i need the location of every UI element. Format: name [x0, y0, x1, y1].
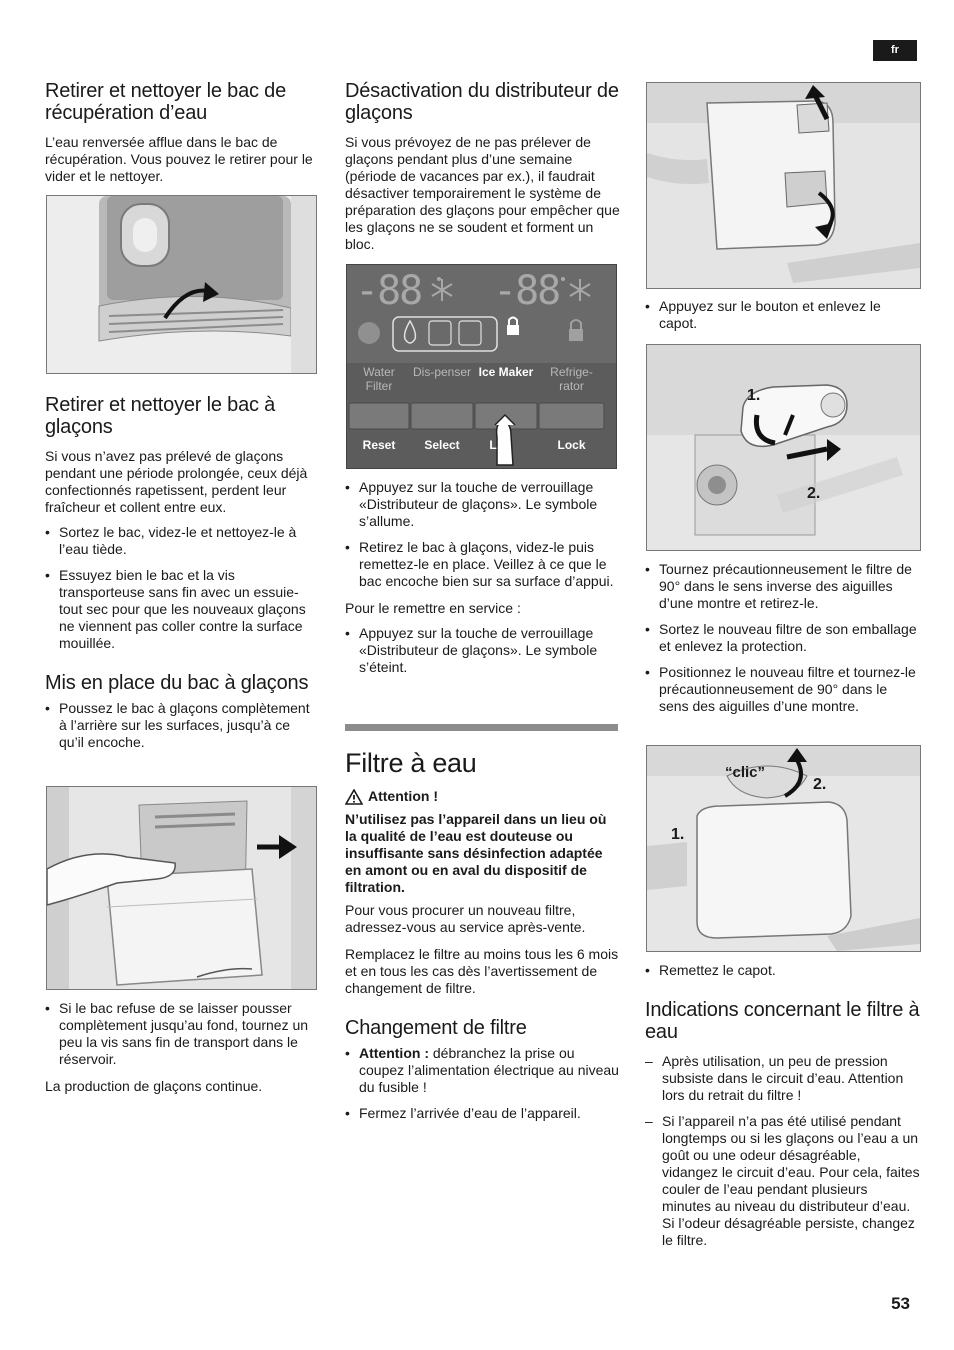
heading-ice-bin-install: Mis en place du bac à glaçons	[45, 672, 309, 694]
list-item: • Sortez le nouveau filtre de son emballage et enlevez la protection.	[645, 621, 920, 655]
clic-label: “clic”	[725, 764, 766, 781]
page-number: 53	[891, 1294, 910, 1313]
list-item: • Retirez le bac à glaçons, videz-le puis remettez-le en place. Veillez à ce que le bac encoche bien sur sa surface d’appui.	[345, 539, 620, 590]
list-item	[345, 1045, 620, 1096]
attention-label	[345, 788, 620, 805]
list-item: • Positionnez le nouveau filtre et tournez-le précautionneusement de 90° dans le sens des aiguilles d’une montre.	[645, 664, 920, 715]
section-dispenser-steps	[345, 479, 620, 676]
section-cover-step	[645, 298, 920, 332]
section-ice-bin-note	[45, 1000, 317, 1095]
list-filter-indications	[645, 1053, 920, 1249]
attention-warning: N’utilisez pas l’appareil dans un lieu où la qualité de l’eau est douteuse ou insuffisante sans désinfection adaptée en amont ou en aval du dispositif de filtration.	[345, 811, 607, 895]
list-item: • Appuyez sur la touche de verrouillage «Distributeur de glaçons». Le symbole s’éteint.	[345, 625, 620, 676]
step-label-2: 2.	[807, 485, 821, 502]
list-ice-bin-install	[45, 700, 317, 751]
section-drip-tray	[45, 80, 317, 185]
section-ice-bin-install	[45, 672, 317, 751]
paragraph-drip-tray: L’eau renversée afflue dans le bac de récupération. Vous pouvez le retirer pour le vider et le nettoyer.	[45, 134, 313, 184]
figure-ice-bin-install	[46, 786, 317, 990]
lock-button[interactable]: Lock	[557, 438, 586, 452]
section-replace-cover	[645, 962, 920, 1249]
insert-filter-illustration	[647, 746, 920, 951]
label-dispenser: Dis-penser	[412, 365, 472, 379]
heading-ice-bin-clean: Retirer et nettoyer le bac à glaçons	[45, 394, 276, 438]
lock-ice-button[interactable]: L	[489, 438, 497, 452]
list-item: • Appuyez sur la touche de verrouillage «Distributeur de glaçons». Le symbole s’allume.	[345, 479, 620, 530]
list-item: • Appuyez sur le bouton et enlevez le capot.	[645, 298, 920, 332]
list-filter-steps	[645, 561, 920, 715]
list-item: • Sortez le bac, videz-le et nettoyez-le à l’eau tiède.	[45, 524, 317, 558]
paragraph-restart: Pour le remettre en service :	[345, 600, 521, 616]
control-panel-figure	[346, 264, 617, 469]
list-replace-cover	[645, 962, 920, 979]
step-label-2: 2.	[813, 776, 827, 793]
list-cover-step	[645, 298, 920, 332]
heading-filter-indications: Indications concernant le filtre à eau	[645, 999, 920, 1043]
attention-text-label: Attention !	[368, 788, 438, 804]
temperature-display-right: -88	[493, 268, 560, 314]
heading-change-filter: Changement de filtre	[345, 1017, 527, 1039]
reset-button[interactable]: Reset	[362, 438, 396, 452]
list-ice-bin-note	[45, 1000, 317, 1068]
section-filter-steps	[645, 561, 920, 715]
list-change-filter	[345, 1045, 620, 1122]
paragraph-replace-filter: Remplacez le filtre au moins tous les 6 mois et en tous les cas dès l’avertissement de changement de filtre.	[345, 946, 619, 996]
figure-remove-filter	[646, 344, 921, 551]
list-item: • Essuyez bien le bac et la vis transporteuse sans fin avec un essuie-tout sec pour que les nouveaux glaçons ne viennent pas coller contre la surface mouillée.	[45, 567, 317, 652]
list-item: • Fermez l’arrivée d’eau de l’appareil.	[345, 1105, 620, 1122]
list-ice-bin-clean	[45, 524, 317, 652]
figure-drip-tray	[46, 195, 317, 374]
list-restart	[345, 625, 620, 676]
paragraph-new-filter: Pour vous procurer un nouveau filtre, adressez-vous au service après-vente.	[345, 902, 586, 935]
step-label-1: 1.	[671, 826, 685, 843]
section-ice-bin-clean	[45, 394, 317, 652]
step-label-1: 1.	[747, 387, 761, 404]
lock-icon	[507, 325, 519, 335]
list-dispenser-steps	[345, 479, 620, 590]
list-item: • Poussez le bac à glaçons complètement à l’arrière sur les surfaces, jusqu’à ce qu’il encoche.	[45, 700, 317, 751]
list-item: • Si le bac refuse de se laisser pousser complètement jusqu’au fond, tournez un peu la vis sans fin de transport dans le réservoir.	[45, 1000, 317, 1068]
label-ice-maker: Ice Maker	[478, 365, 534, 379]
language-badge: fr	[873, 40, 917, 61]
figure-insert-filter	[646, 745, 921, 952]
list-item: • Remettez le capot.	[645, 962, 920, 979]
list-item: – Si l’appareil n’a pas été utilisé pendant longtemps ou si les glaçons ou l’eau a un goût ou une odeur désagréable, vidangez le circuit d’eau. Pour cela, faites couler de l’eau pendant plusieurs minutes au niveau du distributeur d’eau. Si l’odeur désagréable persiste, changez le filtre.	[645, 1113, 920, 1249]
paragraph-dispenser-deactivation: Si vous prévoyez de ne pas prélever de glaçons pendant plus d’une semaine (période de vacances par ex.), il faudrait désactiver temporairement le système de préparation des glaçons pour empêcher que les glaçons ne se soudent et forment un bloc.	[345, 134, 620, 252]
paragraph-ice-production: La production de glaçons continue.	[45, 1078, 263, 1094]
label-water-filter: Water Filter	[363, 365, 395, 393]
attention-inline-text: débranchez la prise ou coupez l’alimentation électrique au niveau du fusible !	[359, 1045, 619, 1095]
figure-remove-cover	[646, 82, 921, 289]
temperature-display-left: -88	[355, 268, 422, 314]
list-item: – Après utilisation, un peu de pression subsiste dans le circuit d’eau. Attention lors du retrait du filtre !	[645, 1053, 920, 1104]
warning-icon	[345, 789, 363, 805]
label-refrigerator: Refrige-rator	[550, 365, 593, 393]
select-button[interactable]: Select	[424, 438, 460, 452]
heading-drip-tray: Retirer et nettoyer le bac de récupération d’eau	[45, 80, 286, 124]
heading-water-filter: Filtre à eau	[345, 748, 477, 778]
ice-bin-illustration	[47, 787, 316, 989]
remove-cover-illustration	[647, 83, 920, 288]
heading-dispenser-deactivation: Désactivation du distributeur de glaçons	[345, 80, 619, 124]
section-water-filter	[345, 748, 620, 1122]
section-divider	[345, 724, 618, 731]
drip-tray-illustration	[47, 196, 316, 373]
lock-icon	[569, 329, 583, 341]
paragraph-ice-bin-clean: Si vous n’avez pas prélevé de glaçons pendant une période prolongée, ceux déjà confectionnés rapetissent, perdent leur fraîcheur et collent entre eux.	[45, 448, 308, 515]
remove-filter-illustration	[647, 345, 920, 550]
list-item: • Tournez précautionneusement le filtre de 90° dans le sens inverse des aiguilles d’une montre et retirez-le.	[645, 561, 920, 612]
attention-inline: Attention :	[359, 1045, 429, 1061]
section-dispenser-deactivation	[345, 80, 620, 253]
